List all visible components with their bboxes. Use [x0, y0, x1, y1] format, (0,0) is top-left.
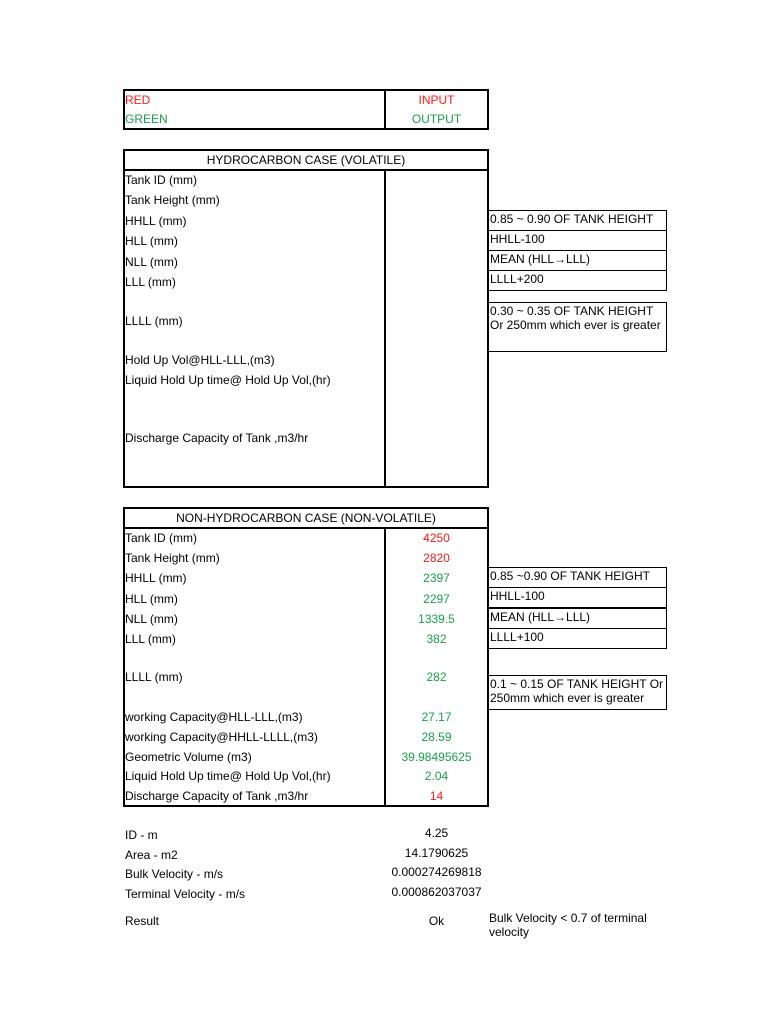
result-note: Bulk Velocity < 0.7 of terminal velocity — [489, 911, 647, 939]
nhc-note: MEAN (HLL→LLL) — [487, 608, 667, 629]
legend-red-label: RED — [125, 93, 151, 107]
hc-row-label: Liquid Hold Up time@ Hold Up Vol,(hr) — [125, 373, 331, 387]
hydrocarbon-title: HYDROCARBON CASE (VOLATILE) — [206, 153, 406, 167]
hc-row-label: Hold Up Vol@HLL-LLL,(m3) — [125, 353, 275, 367]
nhc-row-value: 382 — [426, 632, 447, 646]
legend-red-meaning: INPUT — [418, 93, 455, 107]
calc-label: Bulk Velocity - m/s — [125, 867, 224, 881]
hc-note: HHLL-100 — [487, 230, 667, 251]
nhc-row-value: 282 — [426, 670, 447, 684]
nhc-row-value: 2.04 — [424, 769, 449, 783]
nhc-row-label: Liquid Hold Up time@ Hold Up Vol,(hr) — [125, 769, 331, 783]
non-hydrocarbon-title: NON-HYDROCARBON CASE (NON-VOLATILE) — [176, 511, 436, 525]
nhc-row-label: LLLL (mm) — [125, 670, 183, 684]
legend-green-label: GREEN — [125, 112, 168, 126]
hc-row-label: NLL (mm) — [125, 255, 178, 269]
hc-note: 0.85 ~ 0.90 OF TANK HEIGHT — [487, 210, 667, 231]
hc-row-label: LLL (mm) — [125, 275, 176, 289]
result-value: Ok — [428, 914, 445, 928]
hc-row-label: Tank Height (mm) — [125, 193, 220, 207]
hc-note: 0.30 ~ 0.35 OF TANK HEIGHT Or 250mm which ever is greater — [487, 302, 667, 352]
nhc-row-value: 4250 — [423, 531, 450, 545]
nhc-row-label: Discharge Capacity of Tank ,m3/hr — [125, 789, 309, 803]
calc-label: Terminal Velocity - m/s — [125, 887, 246, 901]
hydrocarbon-title-line — [123, 169, 489, 171]
calc-value: 4.25 — [424, 826, 449, 840]
calc-label: ID - m — [125, 828, 158, 842]
hydrocarbon-divider — [384, 170, 386, 488]
nhc-row-value: 27.17 — [421, 710, 452, 724]
nhc-note: 0.1 ~ 0.15 OF TANK HEIGHT Or 250mm which ever is greater — [487, 675, 667, 710]
nhc-row-value: 2297 — [423, 592, 450, 606]
nhc-note: 0.85 ~0.90 OF TANK HEIGHT — [487, 567, 667, 588]
nhc-row-label: NLL (mm) — [125, 612, 178, 626]
nhc-row-label: HLL (mm) — [125, 592, 178, 606]
nhc-row-value: 2397 — [423, 571, 450, 585]
nhc-row-label: working Capacity@HHLL-LLLL,(m3) — [125, 730, 318, 744]
nhc-row-value: 39.98495625 — [401, 750, 472, 764]
nhc-row-label: HHLL (mm) — [125, 571, 187, 585]
nhc-row-value: 1339.5 — [418, 612, 455, 626]
nhc-row-value: 28.59 — [421, 730, 452, 744]
result-label: Result — [125, 914, 160, 928]
nhc-note: LLLL+100 — [487, 628, 667, 649]
hc-row-label: HHLL (mm) — [125, 214, 187, 228]
nhc-row-label: Tank Height (mm) — [125, 551, 220, 565]
nhc-note: HHLL-100 — [487, 587, 667, 608]
hc-row-label: LLLL (mm) — [125, 314, 183, 328]
nhc-row-value: 2820 — [423, 551, 450, 565]
hc-row-label: Discharge Capacity of Tank ,m3/hr — [125, 431, 309, 445]
legend-green-meaning: OUTPUT — [411, 112, 462, 126]
non-hydrocarbon-title-line — [123, 527, 489, 529]
nhc-row-value: 14 — [429, 789, 444, 803]
nhc-row-label: working Capacity@HLL-LLL,(m3) — [125, 710, 303, 724]
nhc-row-label: Tank ID (mm) — [125, 531, 197, 545]
nhc-row-label: Geometric Volume (m3) — [125, 750, 252, 764]
non-hydrocarbon-divider — [384, 528, 386, 807]
hc-note: LLLL+200 — [487, 270, 667, 291]
hc-note: MEAN (HLL→LLL) — [487, 250, 667, 271]
hc-row-label: HLL (mm) — [125, 234, 178, 248]
nhc-row-label: LLL (mm) — [125, 632, 176, 646]
calc-label: Area - m2 — [125, 848, 178, 862]
hc-row-label: Tank ID (mm) — [125, 173, 197, 187]
calc-value: 0.000274269818 — [391, 865, 482, 879]
calc-value: 14.1790625 — [404, 846, 469, 860]
calc-value: 0.000862037037 — [391, 885, 482, 899]
